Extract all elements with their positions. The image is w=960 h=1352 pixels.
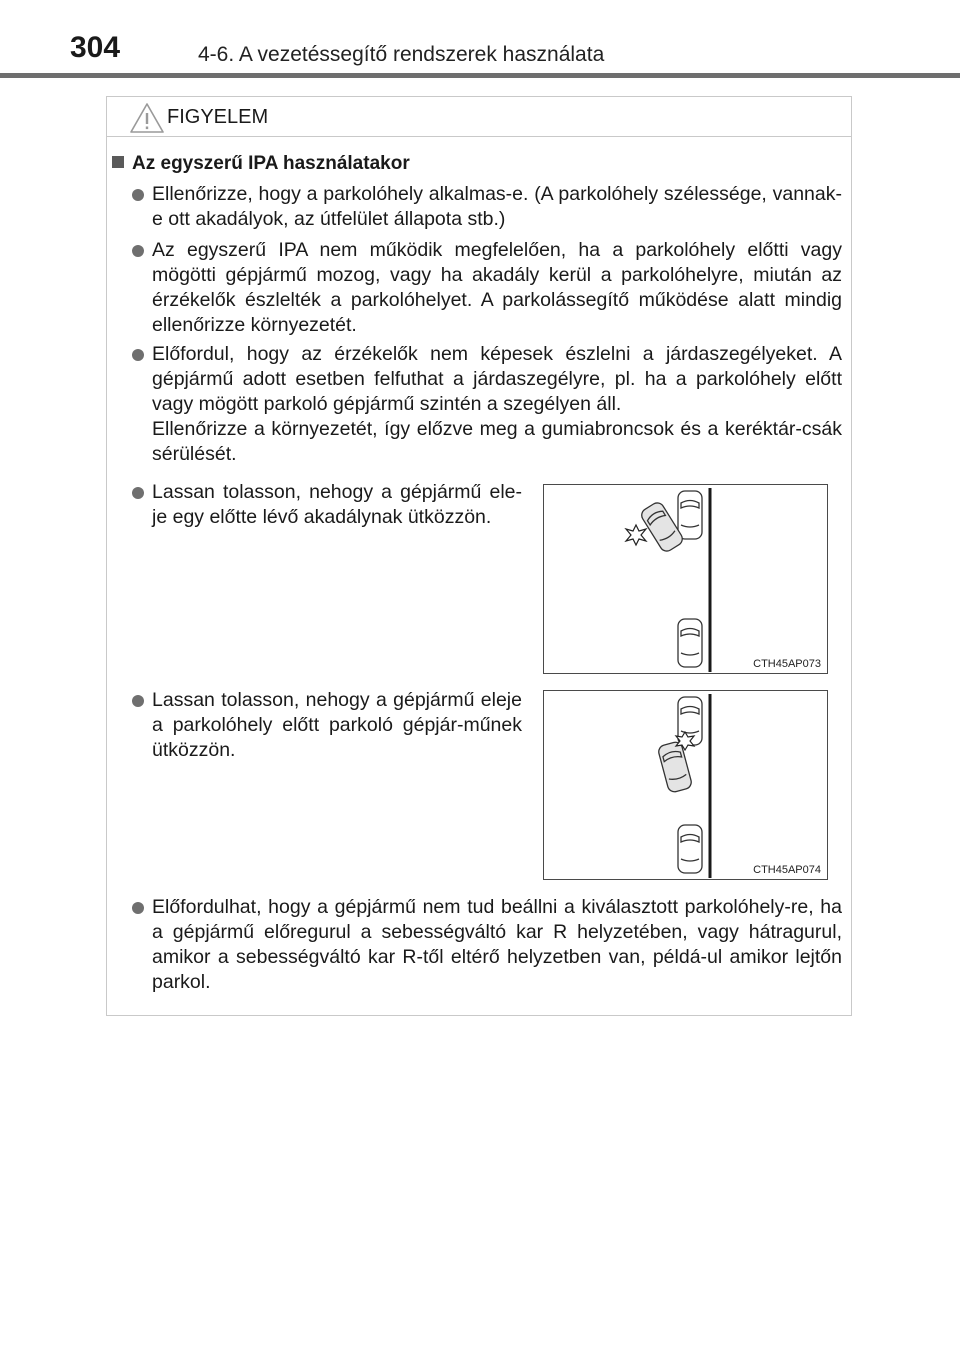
bullet-item <box>152 342 842 417</box>
illustration-front-obstacle <box>543 484 828 674</box>
bullet-dot-icon <box>132 487 144 499</box>
figure-code: CTH45AP073 <box>753 658 821 670</box>
bullet-text: Lassan tolasson, nehogy a gépjármű ele-je egy előtte lévő akadálynak ütközzön. <box>152 481 522 528</box>
bullet-item <box>152 688 522 763</box>
bullet-dot-icon <box>132 245 144 257</box>
bullet-dot-icon <box>132 189 144 201</box>
bullet-text: Előfordul, hogy az érzékelők nem képesek észlelni a járdaszegélyeket. A gépjármű adott esetben felfuthat a járdaszegélyre, pl. ha a parkolóhely előtt vagy mögött parkoló gépjármű szintén a szegélyen áll. <box>152 343 842 415</box>
parking-diagram <box>544 485 826 672</box>
warning-label: FIGYELEM <box>167 106 269 128</box>
bullet-item <box>152 238 842 338</box>
bullet-text: Előfordulhat, hogy a gépjármű nem tud beállni a kiválasztott parkolóhely-re, ha a gépjármű előregurul a sebességváltó kar R helyzetében, vagy hátragurul, amikor a sebességváltó kar R-től eltérő helyzetben van, példá-ul amikor lejtőn parkol. <box>152 896 842 993</box>
illustration-parked-car-collision <box>543 690 828 880</box>
figure-code: CTH45AP074 <box>753 864 821 876</box>
square-bullet-icon <box>112 156 124 168</box>
bullet-dot-icon <box>132 902 144 914</box>
bullet-text: Ellenőrizze a környezetét, így előzve meg a gumiabroncsok és a keréktár-csák sérülését. <box>152 418 842 465</box>
subheading <box>112 153 410 176</box>
page-number: 304 <box>70 31 121 64</box>
parked-car-icon <box>678 825 702 873</box>
collision-burst-icon <box>626 525 646 545</box>
section-title: 4-6. A vezetéssegítő rendszerek használata <box>198 43 605 66</box>
subheading-text: Az egyszerű IPA használatakor <box>132 153 410 174</box>
bullet-item <box>152 480 522 530</box>
bullet-item <box>152 895 842 995</box>
warning-triangle-icon <box>129 102 165 134</box>
warning-header <box>107 97 851 137</box>
parking-diagram <box>544 691 826 878</box>
bullet-item <box>152 182 842 232</box>
parked-car-icon <box>678 619 702 667</box>
bullet-text: Ellenőrizze, hogy a parkolóhely alkalmas-e. (A parkolóhely szélessége, vannak-e ott akadályok, az útfelület állapota stb.) <box>152 183 842 230</box>
bullet-text: Az egyszerű IPA nem működik megfelelően, ha a parkolóhely előtti vagy mögötti gépjármű mozog, vagy ha akadály kerül a parkolóhelyre, miután az érzékelők észlelték a parkolóhelyet. A parkolássegítő működése alatt mindig ellenőrizze környezetét. <box>152 239 842 336</box>
bullet-continuation <box>152 417 842 467</box>
reversing-car-icon <box>657 741 693 794</box>
bullet-dot-icon <box>132 349 144 361</box>
bullet-text: Lassan tolasson, nehogy a gépjármű eleje a parkolóhely előtt parkoló gépjár-műnek ütközzön. <box>152 689 522 761</box>
page-header <box>0 0 960 80</box>
header-rule <box>0 73 960 78</box>
bullet-dot-icon <box>132 695 144 707</box>
parked-car-icon <box>678 491 702 539</box>
